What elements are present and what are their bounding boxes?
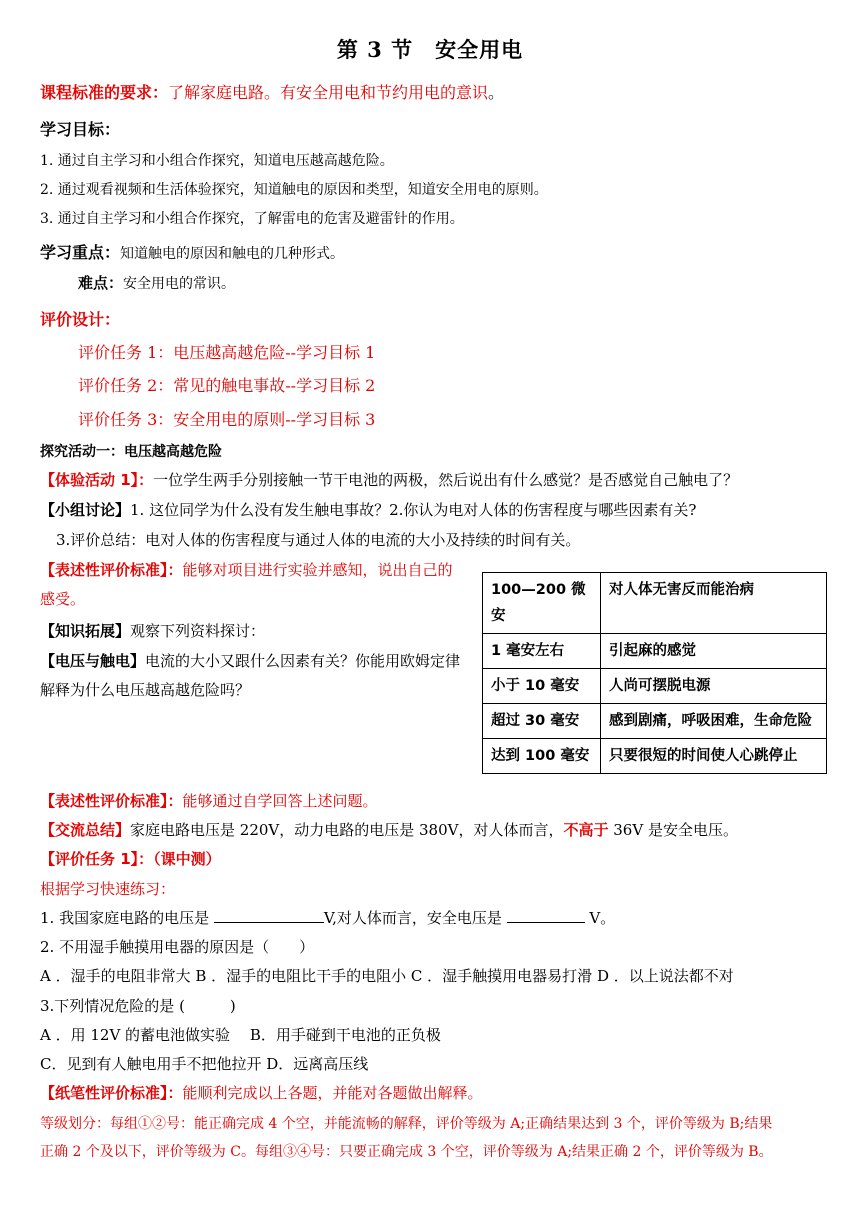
key-point [40,240,344,263]
table-row [483,739,827,774]
criteria-1-text: 能够对项目进行实验并感知，说出自己的 [182,561,453,579]
group-discussion [40,499,696,520]
practice-intro: 根据学习快速练习： [40,880,176,898]
current-cell: 超过 30 毫安 [483,704,601,739]
criteria-1-line-1 [40,559,453,580]
answer-blank-1[interactable] [214,908,324,923]
question-1 [40,907,615,928]
voltage-shock-label: 【电压与触电】 [40,652,146,670]
grading-line-2: 正确 2 个及以下，评价等级为 C。每组③④号：只要正确完成 3 个空，评价等级为 A;结果正确 2 个，评价等级为 B。 [40,1144,773,1160]
effect-cell: 对人体无害反而能治病 [601,573,827,634]
question-1-part-b: V,对人体而言，安全电压是 [323,909,507,927]
exchange-text-b: 36V 是安全电压。 [608,821,738,839]
voltage-shock-line-1 [40,650,460,671]
paper-criteria [40,1082,483,1103]
task-1-heading: 【评价任务 1】：（课中测） [40,850,221,868]
difficulty [78,272,235,293]
current-effect-table [482,572,827,774]
question-1-part-c: V。 [584,909,616,927]
experience-activity [40,469,738,490]
criteria-2-text: 能够通过自学回答上述问题。 [182,792,378,810]
evaluation-task-1: 评价任务 1：电压越高越危险--学习目标 1 [78,343,376,362]
effect-cell: 只要很短的时间使人心跳停止 [601,739,827,774]
evaluation-task-2: 评价任务 2：常见的触电事故--学习目标 2 [78,376,376,395]
effect-cell: 感到剧痛，呼吸困难，生命危险 [601,704,827,739]
criteria-2-label: 【表述性评价标准】： [40,792,183,810]
knowledge-text: 观察下列资料探讨： [130,622,266,640]
current-cell: 1 毫安左右 [483,634,601,669]
activity-heading: 探究活动一：电压越高越危险 [40,444,222,460]
standard-label: 课程标准的要求： [40,83,169,102]
answer-blank-2[interactable] [507,908,585,923]
question-3-options-2: C．见到有人触电用手不把他拉开 D．远离高压线 [40,1055,369,1073]
table-row [483,704,827,739]
objectives-heading: 学习目标： [40,120,121,139]
experience-label: 【体验活动 1】： [40,471,154,489]
exchange-text-a: 家庭电路电压是 220V，动力电路的电压是 380V，对人体而言， [130,821,564,839]
question-2: 2. 不用湿手触摸用电器的原因是（ ） [40,938,315,956]
criteria-2 [40,790,378,811]
table-row [483,573,827,634]
difficulty-label: 难点： [78,274,124,292]
exchange-label: 【交流总结】 [40,821,131,839]
table-row [483,634,827,669]
exchange-summary [40,819,738,840]
objective-3: 3. 通过自主学习和小组合作探究，了解雷电的危害及避雷针的作用。 [40,211,464,227]
voltage-shock-line-2: 解释为什么电压越高越危险吗？ [40,681,251,699]
effect-cell: 人尚可摆脱电源 [601,669,827,704]
current-cell: 100—200 微安 [483,573,601,634]
question-3: 3.下列情况危险的是 ( ) [40,997,236,1015]
effect-cell: 引起麻的感觉 [601,634,827,669]
knowledge-extension [40,620,265,641]
evaluation-heading: 评价设计： [40,310,121,329]
discussion-text: 1. 这位同学为什么没有发生触电事故？2.你认为电对人体的伤害程度与哪些因素有关? [130,501,697,519]
grading-line-1: 等级划分：每组①②号：能正确完成 4 个空，并能流畅的解释，评价等级为 A;正确结果达到 3 个，评价等级为 B;结果 [40,1116,773,1132]
voltage-shock-text: 电流的大小又跟什么因素有关？你能用欧姆定律 [145,652,461,670]
question-3-options-1: A ．用 12V 的蓄电池做实验 B．用手碰到干电池的正负极 [40,1026,441,1044]
current-cell: 小于 10 毫安 [483,669,601,704]
standard-end: 。 [488,83,505,102]
page-title: 第 3 节 安全用电 [336,37,524,62]
question-1-part-a: 1. 我国家庭电路的电压是 [40,909,214,927]
criteria-1-label: 【表述性评价标准】： [40,561,183,579]
evaluation-task-3: 评价任务 3：安全用电的原则--学习目标 3 [78,410,376,429]
paper-criteria-text: 能顺利完成以上各题，并能对各题做出解释。 [182,1084,483,1102]
difficulty-text: 安全用电的常识。 [123,276,236,292]
objective-2: 2. 通过观看视频和生活体验探究，知道触电的原因和类型，知道安全用电的原则。 [40,182,548,198]
exchange-highlight: 不高于 [563,821,609,839]
evaluation-summary: 3.评价总结：电对人体的伤害程度与通过人体的电流的大小及持续的时间有关。 [56,531,581,549]
standard-text: 了解家庭电路。有安全用电和节约用电的意识 [168,83,489,102]
discussion-label: 【小组讨论】 [40,501,131,519]
current-cell: 达到 100 毫安 [483,739,601,774]
criteria-1-line-2: 感受。 [40,590,86,608]
course-standard [40,80,504,103]
experience-text: 一位学生两手分别接触一节干电池的两极，然后说出有什么感觉？是否感觉自己触电了？ [153,471,739,489]
question-2-options: A ．湿手的电阻非常大 B ．湿手的电阻比干手的电阻小 C ．湿手触摸用电器易打滑 D ．以上说法都不对 [40,967,734,985]
key-point-text: 知道触电的原因和触电的几种形式。 [120,246,345,262]
objective-1: 1. 通过自主学习和小组合作探究，知道电压越高越危险。 [40,153,394,169]
paper-criteria-label: 【纸笔性评价标准】： [40,1084,183,1102]
table-row [483,669,827,704]
key-point-label: 学习重点： [40,243,121,262]
knowledge-label: 【知识拓展】 [40,622,131,640]
